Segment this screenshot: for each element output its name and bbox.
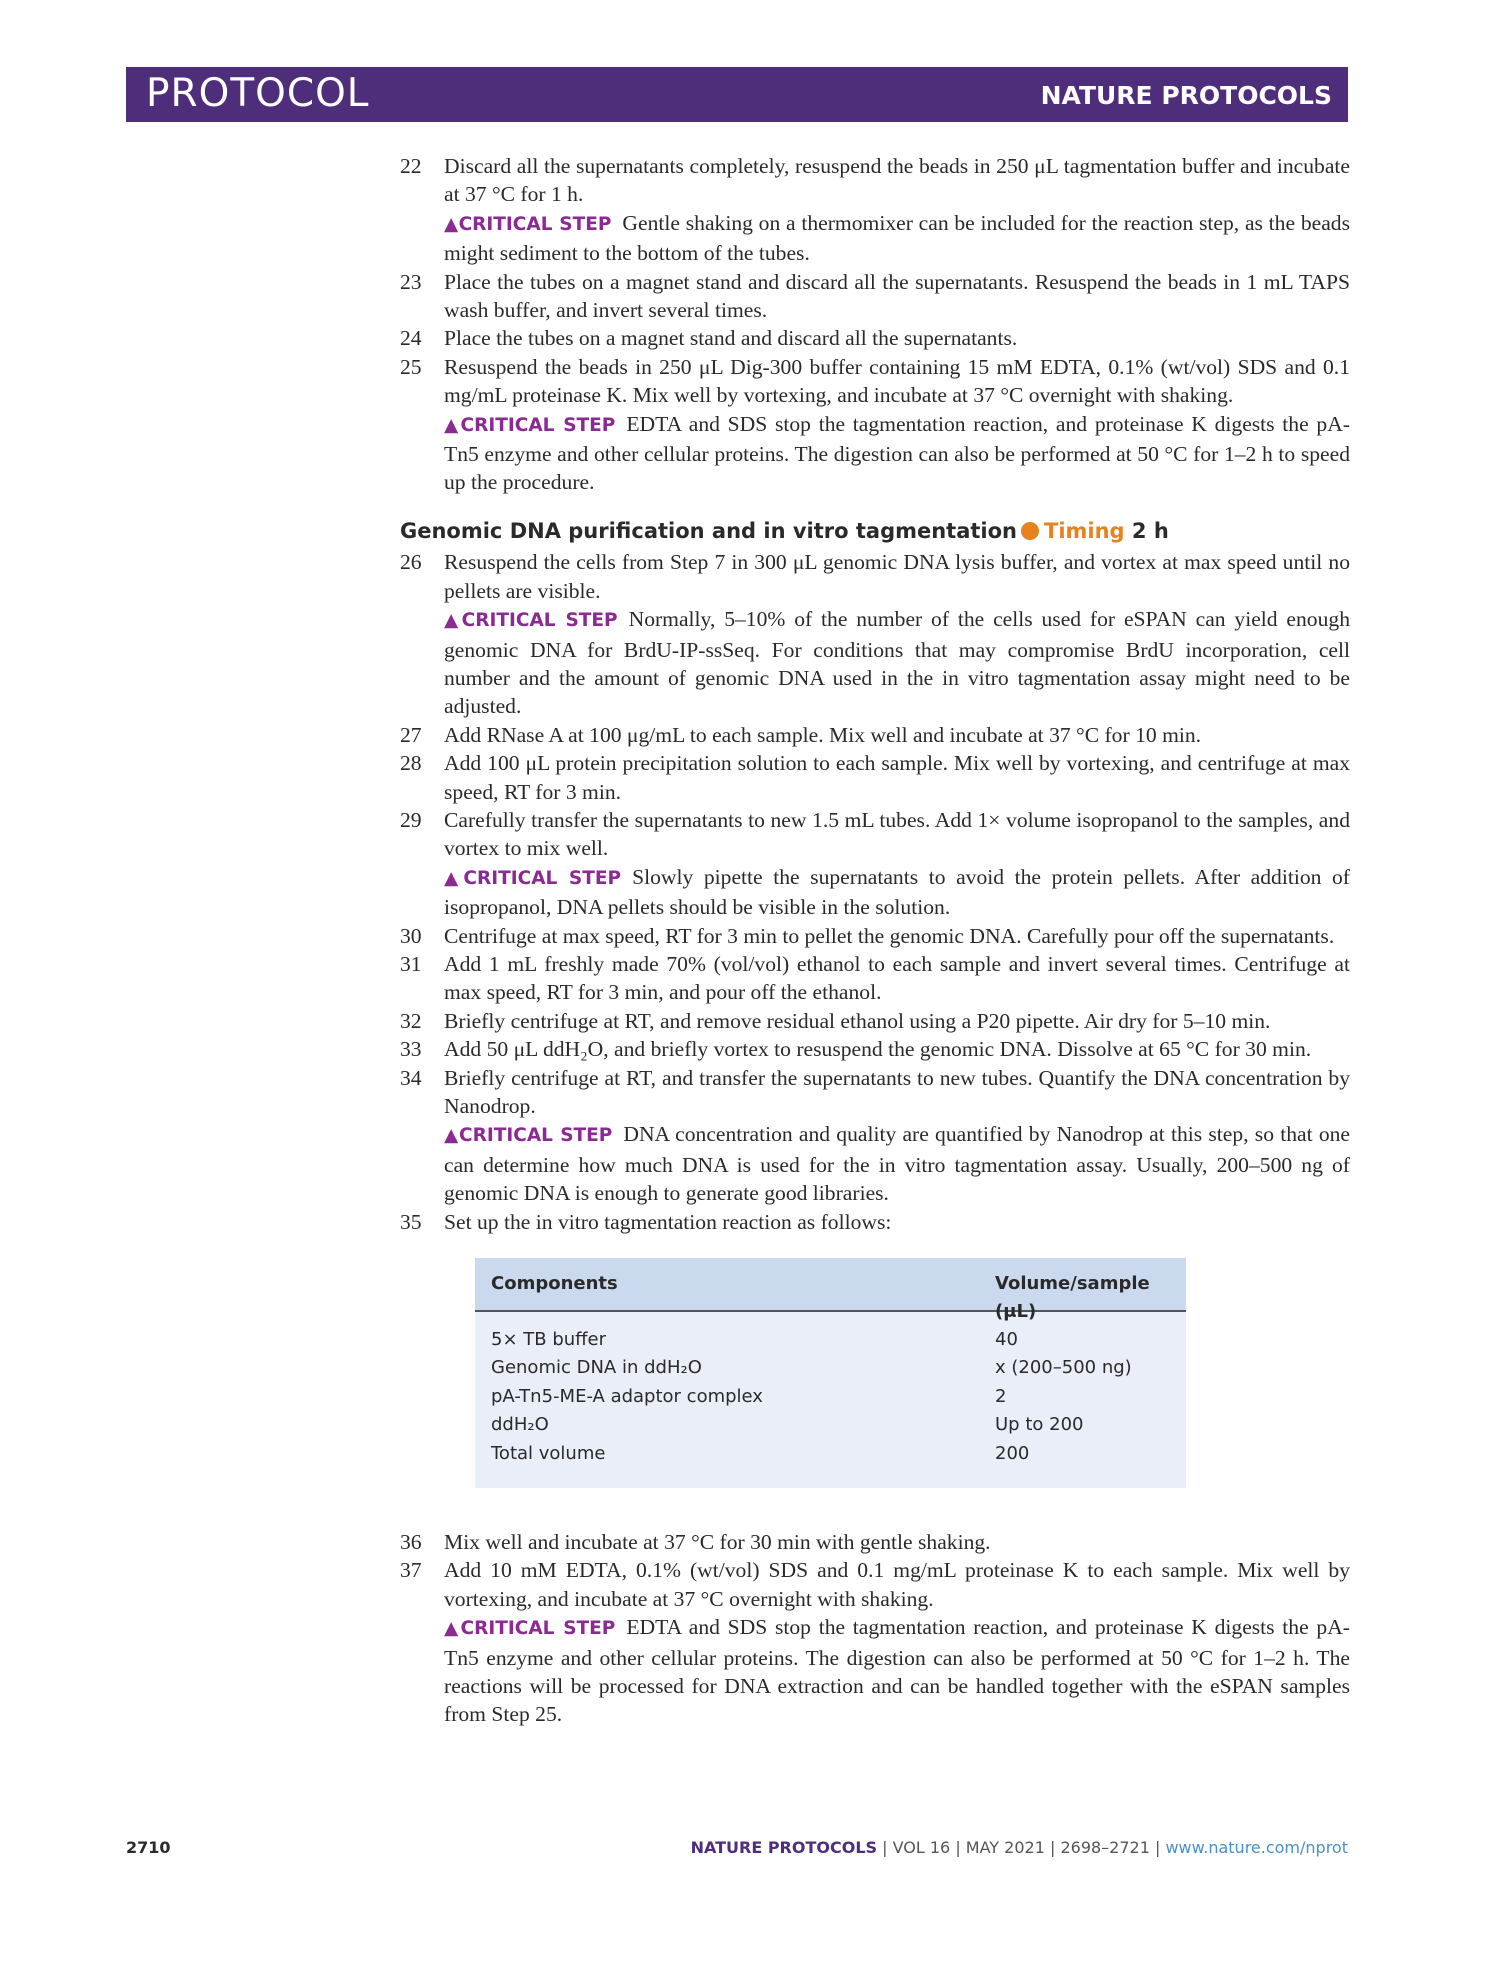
critical-step-text: EDTA and SDS stop the tagmentation reaction, and proteinase K digests the pA-Tn5 enzyme and other cellular proteins. The digestion can also be performed at 50 °C for 1–2 h. The reactions will be processed for DNA extraction and can be handled together with the eSPAN samples from Step 25. — [444, 1615, 1350, 1727]
critical-step-note — [444, 1613, 1350, 1729]
timing-label: Timing — [1044, 518, 1125, 543]
step-number: 27 — [400, 722, 422, 747]
step-text: Set up the in vitro tagmentation reaction as follows: — [444, 1209, 892, 1234]
table-cell: 40 — [995, 1329, 1018, 1351]
section-label: PROTOCOL — [146, 71, 370, 116]
step-number: 32 — [400, 1008, 422, 1033]
table-cell: ddH₂O — [491, 1414, 549, 1436]
table-cell: 5× TB buffer — [491, 1329, 607, 1351]
procedure-step — [400, 152, 1350, 268]
timing-value: 2 h — [1131, 518, 1169, 543]
step-number: 30 — [400, 923, 422, 948]
critical-step-text: Normally, 5–10% of the number of the cells used for eSPAN can yield enough genomic DNA for BrdU-IP-ssSeq. For conditions that may compromise BrdU incorporation, cell number and the amount of genomic DNA used in the in vitro tagmentation assay might need to be adjusted. — [444, 607, 1350, 719]
step-number: 35 — [400, 1209, 422, 1234]
step-text: Add 100 μL protein precipitation solution to each sample. Mix well by vortexing, and centrifuge at max speed, RT for 3 min. — [444, 751, 1350, 804]
procedure-step — [400, 1556, 1350, 1728]
step-text: Add 10 mM EDTA, 0.1% (wt/vol) SDS and 0.1 mg/mL proteinase K to each sample. Mix well by vortexing, and incubate at 37 °C overnight with shaking. — [444, 1558, 1350, 1611]
critical-step-note — [444, 410, 1350, 497]
critical-step-label: ▲CRITICAL STEP — [444, 414, 616, 436]
step-number: 34 — [400, 1065, 422, 1090]
step-number: 31 — [400, 951, 422, 976]
procedure-step — [400, 1064, 1350, 1208]
step-text: Add 50 μL ddH₂O, and briefly vortex to resuspend the genomic DNA. Dissolve at 65 °C for 30 min. — [444, 1037, 1312, 1062]
table-row — [475, 1354, 1186, 1382]
procedure-step — [400, 806, 1350, 922]
table-header-cell: Volume/sample (μL) — [995, 1273, 1150, 1323]
tagmentation-reaction-table — [475, 1258, 1186, 1488]
step-number: 29 — [400, 807, 422, 832]
header-bar — [126, 67, 1348, 122]
step-text: Place the tubes on a magnet stand and discard all the supernatants. Resuspend the beads in 1 mL TAPS wash buffer, and invert several times. — [444, 269, 1350, 323]
step-number: 36 — [400, 1529, 422, 1554]
step-number: 28 — [400, 751, 422, 776]
steps-group-b — [400, 548, 1350, 1236]
journal-title: NATURE PROTOCOLS — [1040, 81, 1332, 110]
critical-step-note — [444, 605, 1350, 721]
step-number: 23 — [400, 269, 422, 294]
page-number: 2710 — [126, 1838, 171, 1857]
step-text: Discard all the supernatants completely, resuspend the beads in 250 μL tagmentation buffer and incubate at 37 °C for 1 h. — [444, 154, 1350, 207]
step-number: 22 — [400, 154, 422, 178]
table-body — [475, 1312, 1186, 1468]
procedure-step — [400, 548, 1350, 720]
protocol-content — [400, 152, 1350, 1729]
critical-step-label: ▲CRITICAL STEP — [444, 1125, 613, 1147]
critical-step-note — [444, 209, 1350, 268]
table-cell: 2 — [995, 1385, 1007, 1407]
critical-step-label: ▲CRITICAL STEP — [444, 1618, 616, 1640]
table-row — [475, 1440, 1186, 1468]
steps-group-c — [400, 1528, 1350, 1729]
table-cell: x (200–500 ng) — [995, 1357, 1132, 1379]
critical-step-text: Slowly pipette the supernatants to avoid the protein pellets. After addition of isopropanol, DNA pellets should be visible in the solution. — [444, 864, 1350, 920]
procedure-step — [400, 922, 1350, 950]
step-text: Briefly centrifuge at RT, and transfer the supernatants to new tubes. Quantify the DNA concentration by Nanodrop. — [444, 1065, 1350, 1118]
step-text: Place the tubes on a magnet stand and discard all the supernatants. — [444, 326, 1018, 351]
procedure-step — [400, 1208, 1350, 1236]
critical-step-text: Gentle shaking on a thermomixer can be included for the reaction step, as the beads might sediment to the bottom of the tubes. — [444, 210, 1350, 266]
table-cell: Total volume — [491, 1442, 606, 1464]
footer-citation: NATURE PROTOCOLS | VOL 16 | MAY 2021 | 2698–2721 | www.nature.com/nprot — [690, 1838, 1348, 1857]
step-text: Resuspend the beads in 250 μL Dig-300 buffer containing 15 mM EDTA, 0.1% (wt/vol) SDS and 0.1 mg/mL proteinase K. Mix well by vortexing, and incubate at 37 °C overnight with shaking. — [444, 354, 1350, 408]
critical-step-label: ▲CRITICAL STEP — [444, 867, 622, 889]
step-text: Centrifuge at max speed, RT for 3 min to pellet the genomic DNA. Carefully pour off the supernatants. — [444, 923, 1335, 948]
step-number: 25 — [400, 354, 422, 379]
table-row — [475, 1383, 1186, 1411]
procedure-step — [400, 950, 1350, 1007]
table-header-cell: Components — [491, 1273, 618, 1295]
timing-dot-icon — [1021, 522, 1039, 540]
table-header-row — [475, 1258, 1186, 1323]
table-cell: Up to 200 — [995, 1414, 1084, 1436]
critical-step-text: EDTA and SDS stop the tagmentation reaction, and proteinase K digests the pA-Tn5 enzyme and other cellular proteins. The digestion can also be performed at 50 °C for 1–2 h to speed up the procedure. — [444, 411, 1350, 495]
table-row — [475, 1326, 1186, 1354]
footer-url-link[interactable]: www.nature.com/nprot — [1165, 1838, 1348, 1857]
table-cell: Genomic DNA in ddH₂O — [491, 1357, 702, 1379]
table-cell: pA-Tn5-ME-A adaptor complex — [491, 1385, 763, 1407]
critical-step-label: ▲CRITICAL STEP — [444, 213, 612, 235]
footer-journal: NATURE PROTOCOLS — [690, 1838, 878, 1857]
footer-volume: VOL 16 — [892, 1838, 951, 1857]
critical-step-note — [444, 863, 1350, 922]
table-cell: 200 — [995, 1442, 1030, 1464]
section-heading — [400, 517, 1350, 545]
step-number: 37 — [400, 1558, 422, 1583]
step-text: Mix well and incubate at 37 °C for 30 min with gentle shaking. — [444, 1529, 991, 1554]
footer-date: MAY 2021 — [965, 1838, 1045, 1857]
critical-step-note — [444, 1120, 1350, 1207]
step-text: Add RNase A at 100 μg/mL to each sample. Mix well and incubate at 37 °C for 10 min. — [444, 722, 1202, 747]
steps-group-a — [400, 152, 1350, 497]
critical-step-label: ▲CRITICAL STEP — [444, 610, 618, 632]
procedure-step — [400, 1528, 1350, 1556]
section-title-text: Genomic DNA purification and in vitro tagmentation — [400, 518, 1017, 543]
step-number: 26 — [400, 550, 422, 575]
table-row — [475, 1411, 1186, 1439]
procedure-step — [400, 721, 1350, 749]
step-text: Add 1 mL freshly made 70% (vol/vol) ethanol to each sample and invert several times. Centrifuge at max speed, RT for 3 min, and pour off the ethanol. — [444, 951, 1350, 1005]
footer-pages: 2698–2721 — [1060, 1838, 1150, 1857]
procedure-step — [400, 324, 1350, 352]
step-text: Briefly centrifuge at RT, and remove residual ethanol using a P20 pipette. Air dry for 5–10 min. — [444, 1008, 1271, 1033]
step-text: Carefully transfer the supernatants to new 1.5 mL tubes. Add 1× volume isopropanol to the samples, and vortex to mix well. — [444, 807, 1350, 861]
procedure-step — [400, 749, 1350, 806]
procedure-step — [400, 353, 1350, 497]
step-text: Resuspend the cells from Step 7 in 300 μL genomic DNA lysis buffer, and vortex at max speed until no pellets are visible. — [444, 550, 1350, 603]
step-number: 33 — [400, 1037, 422, 1062]
step-number: 24 — [400, 326, 422, 351]
procedure-step — [400, 1007, 1350, 1035]
procedure-step — [400, 268, 1350, 325]
procedure-step — [400, 1035, 1350, 1063]
critical-step-text: DNA concentration and quality are quantified by Nanodrop at this step, so that one can determine how much DNA is used for the in vitro tagmentation assay. Usually, 200–500 ng of genomic DNA is enough to generate good libraries. — [444, 1122, 1350, 1206]
